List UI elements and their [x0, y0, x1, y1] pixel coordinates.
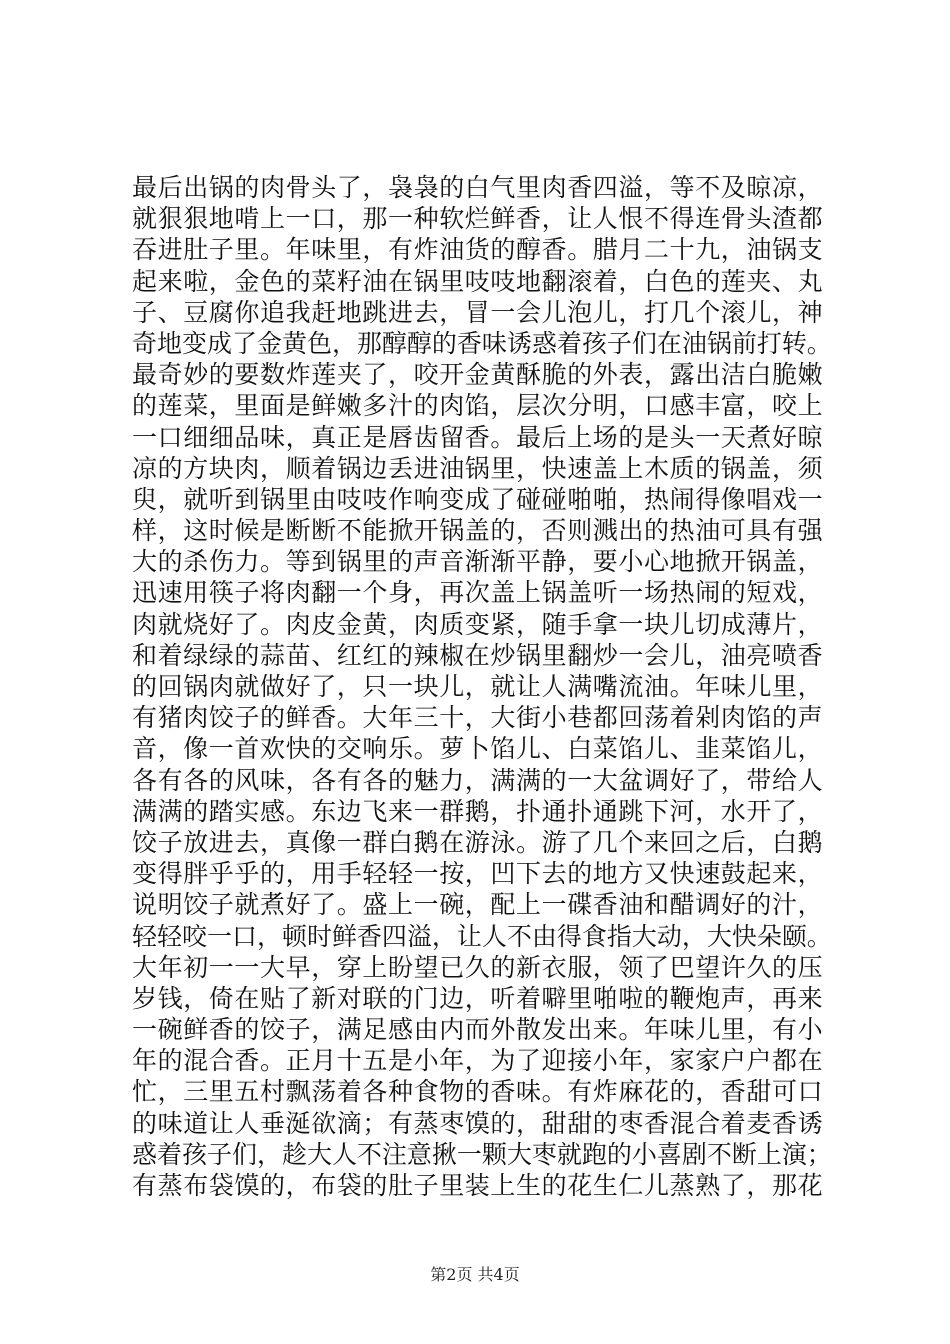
- text-line: 说明饺子就煮好了。盛上一碗，配上一碟香油和醋调好的汁，: [132, 890, 824, 920]
- text-line: 起来啦，金色的菜籽油在锅里吱吱地翻滚着，白色的莲夹、丸: [132, 266, 824, 296]
- text-line: 满满的踏实感。东边飞来一群鹅，扑通扑通跳下河，水开了，: [132, 796, 824, 826]
- text-line: 肉就烧好了。肉皮金黄，肉质变紧，随手拿一块儿切成薄片，: [132, 609, 824, 639]
- body-text: [132, 172, 832, 1201]
- text-line: 各有各的风味，各有各的魅力，满满的一大盆调好了，带给人: [132, 765, 824, 795]
- text-line: 的味道让人垂涎欲滴；有蒸枣馍的，甜甜的枣香混合着麦香诱: [132, 1108, 824, 1138]
- text-line: 最奇妙的要数炸莲夹了，咬开金黄酥脆的外表，露出洁白脆嫩: [132, 360, 824, 390]
- page-number-footer: 第2页 共4页: [430, 1265, 520, 1284]
- text-line: 臾，就听到锅里由吱吱作响变成了碰碰啪啪，热闹得像唱戏一: [132, 484, 824, 514]
- text-line: 有猪肉饺子的鲜香。大年三十，大街小巷都回荡着剁肉馅的声: [132, 703, 824, 733]
- text-line: 大的杀伤力。等到锅里的声音渐渐平静，要小心地掀开锅盖，: [132, 547, 824, 577]
- text-line: 忙，三里五村飘荡着各种食物的香味。有炸麻花的，香甜可口: [132, 1077, 824, 1107]
- text-line: 一碗鲜香的饺子，满足感由内而外散发出来。年味儿里，有小: [132, 1015, 824, 1045]
- text-line: 吞进肚子里。年味里，有炸油货的醇香。腊月二十九，油锅支: [132, 235, 824, 265]
- text-line: 迅速用筷子将肉翻一个身，再次盖上锅盖听一场热闹的短戏，: [132, 578, 824, 608]
- text-line: 的回锅肉就做好了，只一块儿，就让人满嘴流油。年味儿里，: [132, 672, 824, 701]
- text-line: 的莲菜，里面是鲜嫩多汁的肉馅，层次分明，口感丰富，咬上: [132, 391, 824, 421]
- text-line: 奇地变成了金黄色，那醇醇的香味诱惑着孩子们在油锅前打转。: [132, 328, 832, 358]
- text-line: 样，这时候是断断不能掀开锅盖的，否则溅出的热油可具有强: [132, 516, 824, 546]
- text-line: 最后出锅的肉骨头了，袅袅的白气里肉香四溢，等不及晾凉，: [132, 173, 824, 202]
- text-line: 饺子放进去，真像一群白鹅在游泳。游了几个来回之后，白鹅: [132, 827, 824, 857]
- text-line: 轻轻咬一口，顿时鲜香四溢，让人不由得食指大动，大快朵颐。: [132, 921, 832, 951]
- text-line: 就狠狠地啃上一口，那一种软烂鲜香，让人恨不得连骨头渣都: [132, 204, 824, 234]
- text-line: 凉的方块肉，顺着锅边丢进油锅里，快速盖上木质的锅盖，须: [132, 453, 824, 483]
- text-line: 惑着孩子们，趁大人不注意揪一颗大枣就跑的小喜剧不断上演；: [132, 1139, 832, 1169]
- text-line: 子、豆腐你追我赶地跳进去，冒一会儿泡儿，打几个滚儿，神: [132, 297, 824, 327]
- text-line: 年的混合香。正月十五是小年，为了迎接小年，家家户户都在: [132, 1046, 824, 1076]
- text-line: 音，像一首欢快的交响乐。萝卜馅儿、白菜馅儿、韭菜馅儿，: [132, 734, 824, 764]
- text-line: 岁钱，倚在贴了新对联的门边，听着噼里啪啦的鞭炮声，再来: [132, 983, 824, 1013]
- text-line: 和着绿绿的蒜苗、红红的辣椒在炒锅里翻炒一会儿，油亮喷香: [132, 640, 824, 670]
- text-line: 变得胖乎乎的，用手轻轻一按，凹下去的地方又快速鼓起来，: [132, 859, 824, 889]
- text-line: 有蒸布袋馍的，布袋的肚子里装上生的花生仁儿蒸熟了，那花: [132, 1171, 824, 1200]
- text-line: 一口细细品味，真正是唇齿留香。最后上场的是头一天煮好晾: [132, 422, 824, 452]
- text-line: 大年初一一大早，穿上盼望已久的新衣服，领了巴望许久的压: [132, 952, 824, 982]
